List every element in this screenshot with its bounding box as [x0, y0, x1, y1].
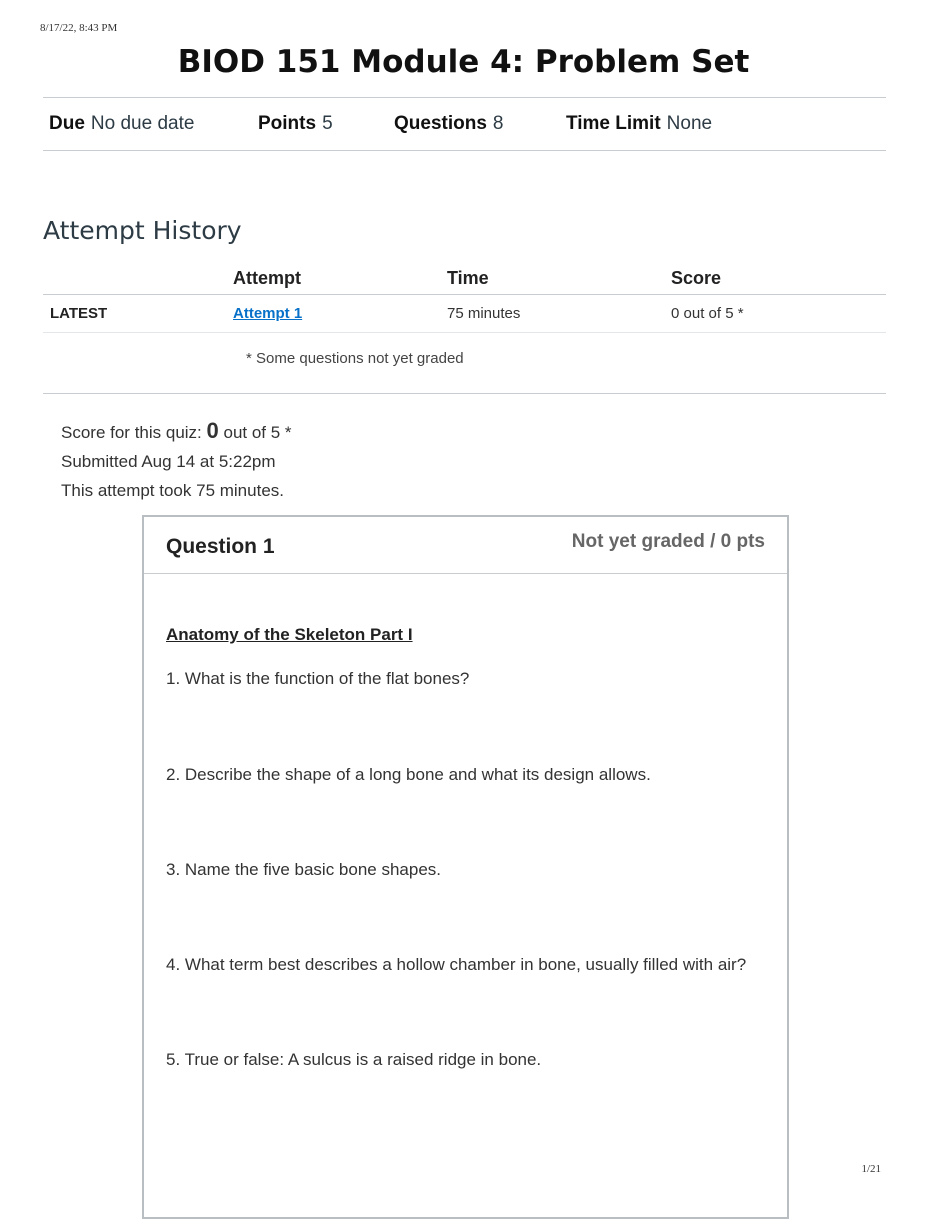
quiz-summary [61, 416, 292, 505]
attempt-history-title: Attempt History [43, 216, 242, 245]
time-limit-value: None [666, 113, 713, 134]
score-value: 0 [206, 418, 219, 443]
question-header [144, 517, 787, 574]
table-row [43, 295, 886, 333]
question-item-4: 4. What term best describes a hollow chamber in bone, usually filled with air? [166, 955, 747, 974]
questions-detail [394, 113, 503, 135]
time-limit-label: Time Limit [566, 113, 661, 134]
attempt-1-link[interactable]: Attempt 1 [233, 305, 303, 322]
due-value: No due date [90, 113, 195, 134]
question-1-card [142, 515, 789, 1219]
questions-label: Questions [394, 113, 487, 134]
question-title: Question 1 [166, 535, 275, 558]
column-header-attempt: Attempt [233, 268, 301, 288]
points-label: Points [258, 113, 317, 134]
column-header-score: Score [671, 268, 722, 288]
points-detail [258, 113, 333, 135]
attempt-history-table [43, 260, 886, 394]
question-body [166, 625, 766, 1074]
duration-line: This attempt took 75 minutes. [61, 481, 284, 500]
latest-tag: LATEST [50, 305, 108, 322]
due-label: Due [49, 113, 85, 134]
grading-note-row [43, 333, 886, 394]
table-header-row [43, 260, 886, 295]
submitted-line: Submitted Aug 14 at 5:22pm [61, 452, 276, 471]
score-suffix: out of 5 * [223, 423, 292, 442]
question-heading: Anatomy of the Skeleton Part I [166, 625, 413, 644]
quiz-details-bar [43, 97, 886, 151]
questions-value: 8 [492, 113, 504, 134]
column-header-time: Time [447, 268, 489, 288]
print-page-number: 1/21 [861, 1163, 881, 1175]
time-cell: 75 minutes [447, 305, 521, 322]
question-points: Not yet graded / 0 pts [571, 531, 765, 552]
grading-note: * Some questions not yet graded [246, 350, 464, 367]
question-item-1: 1. What is the function of the flat bones? [166, 669, 470, 688]
question-item-5: 5. True or false: A sulcus is a raised ridge in bone. [166, 1050, 542, 1069]
question-item-2: 2. Describe the shape of a long bone and what its design allows. [166, 765, 651, 784]
print-timestamp: 8/17/22, 8:43 PM [40, 22, 118, 34]
score-line [61, 416, 292, 447]
score-prefix: Score for this quiz: [61, 423, 202, 442]
attempt-cell [233, 305, 302, 322]
points-value: 5 [322, 113, 333, 134]
score-cell: 0 out of 5 * [671, 305, 744, 322]
due-detail [49, 113, 194, 135]
question-item-3: 3. Name the five basic bone shapes. [166, 860, 441, 879]
time-limit-detail [566, 113, 712, 135]
page-title: BIOD 151 Module 4: Problem Set [177, 44, 750, 80]
